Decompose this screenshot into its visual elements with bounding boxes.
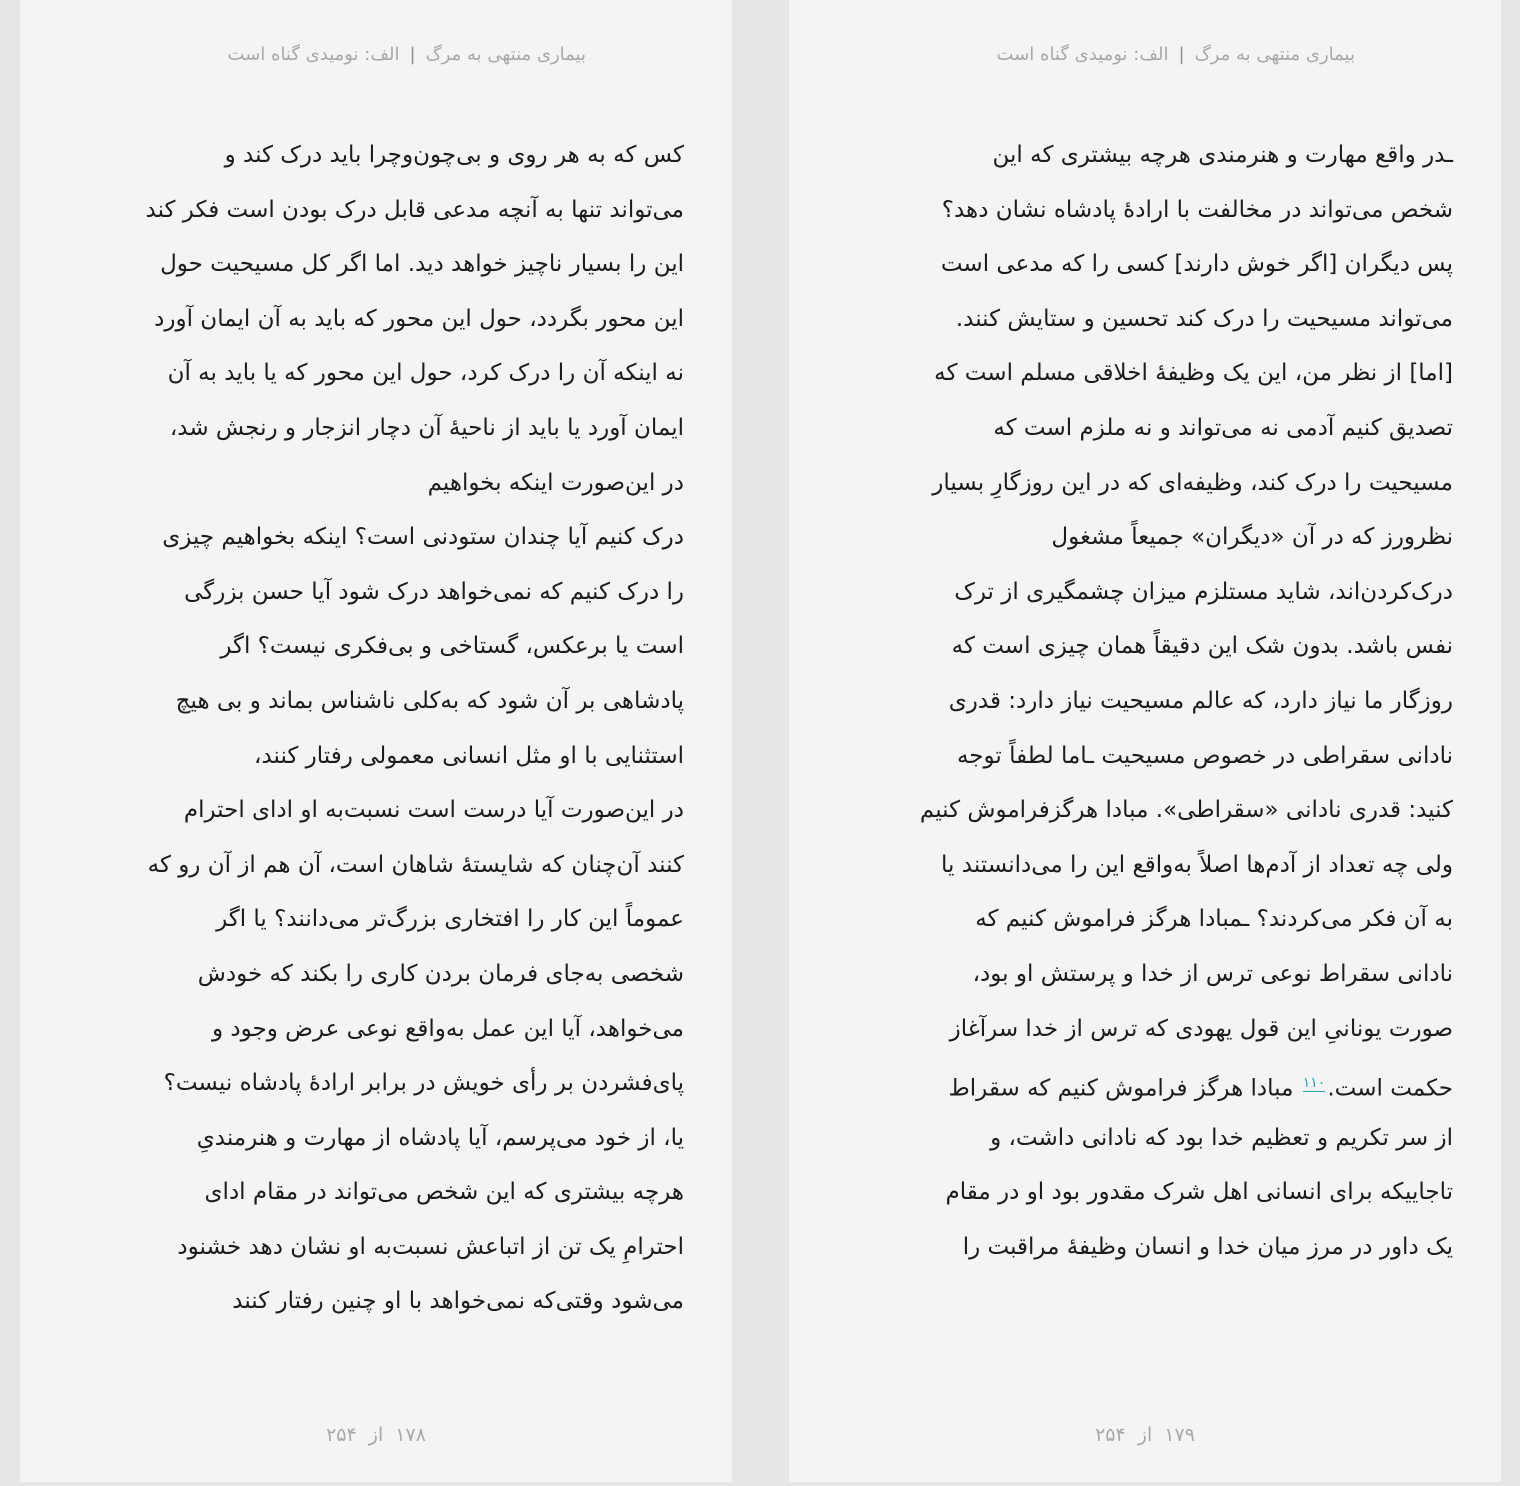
- left-page[interactable]: [20, 0, 732, 1482]
- text-line: این را بسیار ناچیز خواهد دید. اما اگر کل مسیحیت حول: [160, 251, 684, 278]
- text-line: تاجاییکه برای انسانی اهل شرک مقدور بود او در مقام: [945, 1179, 1453, 1206]
- running-head: [228, 44, 586, 65]
- footnote-link[interactable]: ۱۱۰: [1302, 1075, 1326, 1092]
- section-title: الف: نومیدی گناه است: [227, 44, 400, 65]
- total-pages: ۲۵۴: [326, 1424, 357, 1446]
- page-of-label: از: [368, 1424, 384, 1446]
- text-line: نفس باشد. بدون شک این دقیقاً همان چیزی است که: [951, 633, 1453, 660]
- running-head: [997, 44, 1355, 65]
- footnote-line-end: مبادا هرگز فراموش کنیم که سقراط: [948, 1075, 1301, 1102]
- text-line: نادانی سقراطی در خصوص مسیحیت ـاما لطفاً توجه: [956, 742, 1453, 769]
- text-line: است یا برعکس، گستاخی و بی‌فکری نیست؟ اگر: [220, 633, 684, 660]
- text-line: یک داور در مرز میان خدا و انسان وظیفهٔ مراقبت را: [962, 1233, 1453, 1260]
- text-line: نه اینکه آن را درک کرد، حول این محور که یا باید به آن: [167, 360, 684, 387]
- text-line: استثنایی با او مثل انسانی معمولی رفتار کنند،: [254, 742, 684, 769]
- text-line: را درک کنیم که نمی‌خواهد درک شود آیا حسن بزرگی: [184, 578, 684, 605]
- text-line: نادانی سقراط نوعی ترس از خدا و پرستش او بود،: [972, 960, 1453, 987]
- text-line: روزگار ما نیاز دارد، که عالم مسیحیت نیاز دارد: قدری: [948, 687, 1453, 714]
- footnote-line-start: حکمت است.: [1327, 1075, 1453, 1102]
- text-line: ـدر واقع مهارت و هنرمندی هرچه بیشتری که این: [992, 142, 1453, 168]
- page-of-label: از: [1137, 1424, 1153, 1446]
- book-title: بیماری منتهی به مرگ: [425, 44, 586, 65]
- text-line: از سر تکریم و تعظیم خدا بود که نادانی داشت، و: [990, 1124, 1453, 1151]
- total-pages: ۲۵۴: [1095, 1424, 1126, 1446]
- text-line: پس دیگران [اگر خوش دارند] کسی را که مدعی است: [940, 251, 1453, 278]
- page-body-text: [813, 128, 1453, 1274]
- right-page[interactable]: [789, 0, 1501, 1482]
- text-line: درک کنیم آیا چندان ستودنی است؟ اینکه بخواهیم چیزی: [162, 524, 684, 551]
- text-line: درک‌کردن‌اند، شاید مستلزم میزان چشمگیری از ترک: [954, 578, 1453, 605]
- current-page-number: ۱۷۹: [1164, 1424, 1195, 1446]
- text-line: کنند آن‌چنان که شایستهٔ شاهان است، آن هم از آن رو که: [147, 851, 684, 878]
- running-head-separator: |: [1178, 44, 1185, 65]
- footnote-text-line: [813, 1056, 1453, 1111]
- text-line: پای‌فشردن بر رأی خویش در برابر ارادهٔ پادشاه نیست؟: [163, 1070, 684, 1097]
- current-page-number: ۱۷۸: [395, 1424, 426, 1446]
- text-line: نظرورز که در آن «دیگران» جمیعاً مشغول: [1051, 524, 1453, 551]
- text-line: می‌خواهد، آیا این عمل به‌واقع نوعی عرض وجود و: [211, 1015, 684, 1042]
- text-line: در این‌صورت آیا درست است نسبت‌به او ادای احترام: [183, 797, 684, 824]
- text-line: احترامِ یک تن از اتباعش نسبت‌به او نشان دهد خشنود: [177, 1233, 684, 1260]
- text-line: به آن فکر می‌کردند؟ ـمبادا هرگز فراموش کنیم که: [975, 906, 1453, 933]
- text-line: صورت یونانیِ این قول یهودی که ترس از خدا سرآغاز: [949, 1015, 1453, 1042]
- text-line: می‌تواند تنها به آنچه مدعی قابل درک بودن است فکر کند: [145, 196, 684, 223]
- text-line: ولی چه تعداد از آدم‌ها اصلاً به‌واقع این را می‌دانستند یا: [941, 851, 1453, 878]
- text-line: این محور بگردد، حول این محور که باید به آن ایمان آورد: [154, 305, 684, 332]
- text-line: ایمان آورد یا باید از ناحیهٔ آن دچار انزجار و رنجش شد،: [169, 414, 684, 441]
- text-line: [اما] از نظر من، این یک وظیفهٔ اخلاقی مسلم است که: [934, 360, 1453, 387]
- running-head-separator: |: [409, 44, 416, 65]
- book-title: بیماری منتهی به مرگ: [1194, 44, 1355, 65]
- section-title: الف: نومیدی گناه است: [996, 44, 1169, 65]
- text-line: در این‌صورت اینکه بخواهیم: [427, 469, 684, 496]
- text-line: کس که به هر روی و بی‌چون‌وچرا باید درک کند و: [224, 142, 684, 168]
- page-body-text: [44, 128, 684, 1329]
- text-line: هرچه بیشتری که این شخص می‌تواند در مقام ادای: [204, 1179, 684, 1206]
- page-number-indicator: [789, 1424, 1501, 1446]
- text-line: شخصی به‌جای فرمان بردن کاری را بکند که خودش: [197, 960, 684, 987]
- text-line: تصدیق کنیم آدمی نه می‌تواند و نه ملزم است که: [993, 414, 1453, 441]
- text-line: کنید: قدری نادانی «سقراطی». مبادا هرگزفراموش کنیم: [919, 797, 1453, 824]
- page-number-indicator: [20, 1424, 732, 1446]
- text-line: عموماً این کار را افتخاری بزرگ‌تر می‌دانند؟ یا اگر: [216, 906, 684, 933]
- text-line: می‌شود وقتی‌که نمی‌خواهد با او چنین رفتار کنند: [232, 1288, 684, 1315]
- text-line: شخص می‌تواند در مخالفت با ارادهٔ پادشاه نشان دهد؟: [941, 196, 1453, 223]
- text-line: مسیحیت را درک کند، وظیفه‌ای که در این روزگارِ بسیار: [932, 469, 1453, 496]
- text-line: می‌تواند مسیحیت را درک کند تحسین و ستایش کنند.: [955, 305, 1453, 332]
- text-line: پادشاهی بر آن شود که به‌کلی ناشناس بماند و بی هیچ: [175, 687, 684, 714]
- text-line: یا، از خود می‌پرسم، آیا پادشاه از مهارت و هنرمندیِ: [196, 1124, 684, 1151]
